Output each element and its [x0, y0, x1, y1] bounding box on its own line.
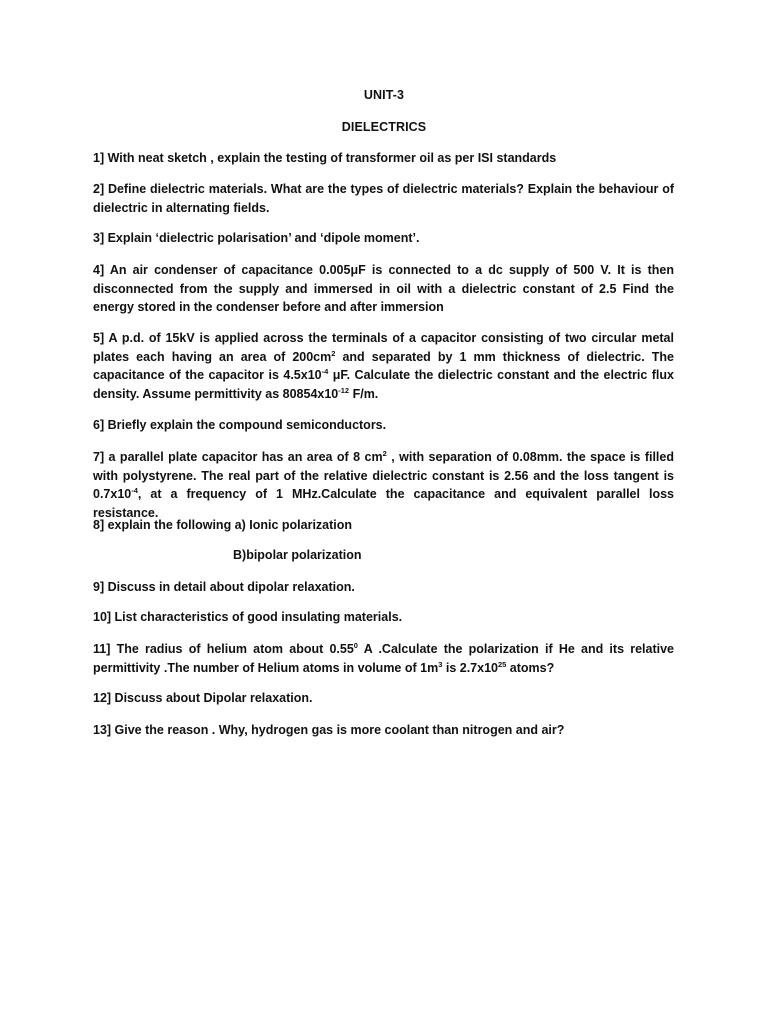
superscript: -4	[131, 486, 138, 495]
question-13	[93, 721, 674, 740]
question-text: 3] Explain ‘dielectric polarisation’ and ‘dipole moment’.	[93, 231, 420, 245]
question-5	[93, 329, 674, 403]
question-2	[93, 180, 674, 217]
superscript: -12	[338, 385, 350, 395]
question-text: 13] Give the reason . Why, hydrogen gas is more coolant than nitrogen and air?	[93, 723, 565, 737]
question-11	[93, 640, 674, 677]
question-6	[93, 416, 674, 435]
question-9	[93, 578, 674, 597]
question-text: 8] explain the following a) Ionic polarization	[93, 518, 353, 532]
question-text: 5] A p.d. of 15kV is applied across the terminals of a capacitor consisting of two circular metal plates each having an area of 200cm	[93, 331, 674, 364]
question-text: atoms?	[506, 660, 555, 675]
question-text: , at a frequency of 1 MHz.Calculate the capacitance and equivalent parallel loss resistance.	[93, 487, 674, 520]
question-10	[93, 608, 674, 627]
question-text: 9] Discuss in detail about dipolar relaxation.	[93, 580, 355, 594]
question-text: 4] An air condenser of capacitance 0.005μF is connected to a dc supply of 500 V. It is then disconnected from the supply and immersed in oil with a dielectric constant of 2.5 Find the energy stored in the condenser before and after immersion	[93, 263, 674, 314]
question-text: and separated by 1 mm thickness of dielectric. The capacitance of the capacitor is 4.5x10	[93, 349, 674, 382]
question-text: 6] Briefly explain the compound semiconductors.	[93, 418, 387, 432]
question-text: is 2.7x10	[442, 660, 498, 675]
question-text: 10] List characteristics of good insulating materials.	[93, 610, 403, 624]
superscript: 2	[382, 449, 387, 458]
question-text: 7] a parallel plate capacitor has an area of 8 cm	[93, 450, 383, 464]
superscript: 3	[438, 659, 443, 669]
question-text: F/m.	[349, 386, 379, 401]
question-1	[93, 149, 674, 168]
topic-heading: DIELECTRICS	[341, 120, 427, 134]
question-text: 1] With neat sketch , explain the testing of transformer oil as per ISI standards	[93, 151, 557, 165]
question-8	[93, 516, 674, 535]
superscript: 25	[497, 659, 507, 669]
question-12	[93, 689, 674, 708]
question-text: A .Calculate the polarization if He and its relative permittivity .The number of Helium atoms in volume of 1m	[93, 642, 674, 675]
superscript: 0	[353, 641, 358, 650]
question-text: 12] Discuss about Dipolar relaxation.	[93, 691, 313, 705]
question-text: 11] The radius of helium atom about 0.55	[93, 642, 354, 656]
question-text: 2] Define dielectric materials. What are the types of dielectric materials? Explain the behaviour of dielectric in alternating fields.	[93, 182, 674, 215]
unit-heading: UNIT-3	[363, 88, 405, 102]
question-4	[93, 261, 674, 317]
question-3	[93, 229, 674, 248]
superscript: 2	[331, 348, 336, 358]
question-text: μF. Calculate the dielectric constant and the electric flux density. Assume permittivity as 80854x10	[93, 368, 674, 401]
superscript: -4	[321, 367, 329, 376]
question-text: B)bipolar polarization	[233, 548, 362, 562]
question-8-part-b	[233, 546, 633, 565]
question-text: , with separation of 0.08mm. the space is filled with polystyrene. The real part of the relative dielectric constant is 2.56 and the loss tangent is 0.7x10	[93, 450, 674, 501]
question-7	[93, 448, 674, 522]
